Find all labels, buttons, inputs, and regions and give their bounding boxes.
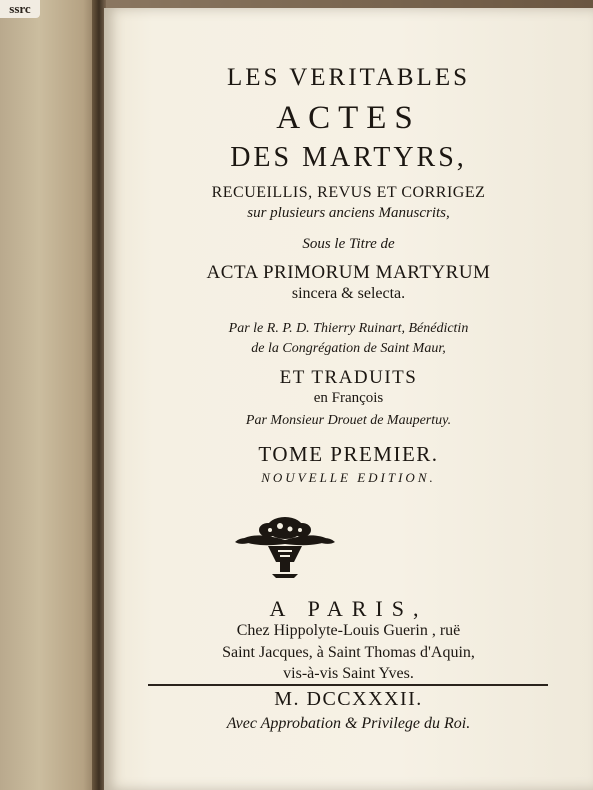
flower-basket-ornament-icon [230, 502, 340, 582]
author-line: Par le R. P. D. Thierry Ruinart, Bénédictin [228, 321, 469, 336]
title-line-3: DES MARTYRS, [230, 142, 467, 173]
latin-subtitle: sincera & selecta. [291, 285, 406, 302]
latin-title: ACTA PRIMORUM MARTYRUM [206, 262, 491, 283]
translator-line: Par Monsieur Drouet de Maupertuy. [245, 413, 452, 428]
address-line-2: vis-à-vis Saint Yves. [283, 665, 414, 682]
title-line-1: LES VERITABLES [226, 64, 470, 91]
title-line-2: ACTES [276, 100, 421, 136]
imprint-city: A PARIS, [269, 596, 428, 621]
subtitle-line-2: sur plusieurs anciens Manuscrits, [247, 205, 450, 221]
imprint-year: M. DCCXXXII. [274, 688, 423, 710]
en-francois-line: en François [313, 390, 384, 406]
left-page-label: ssrc [0, 0, 40, 18]
subtitle-line-1: RECUEILLIS, REVUS ET CORRIGEZ [211, 184, 486, 201]
left-page [0, 0, 98, 790]
congregation-line: de la Congrégation de Saint Maur, [251, 341, 446, 356]
title-page [104, 8, 593, 790]
publisher-line: Chez Hippolyte-Louis Guerin , ruë [236, 622, 461, 639]
address-line-1: Saint Jacques, à Saint Thomas d'Aquin, [222, 644, 475, 661]
divider-rule [148, 684, 548, 686]
edition-line: NOUVELLE EDITION. [261, 470, 436, 485]
privilege-line: Avec Approbation & Privilege du Roi. [226, 715, 471, 732]
sous-titre: Sous le Titre de [302, 236, 395, 252]
tome-line: TOME PREMIER. [258, 442, 439, 466]
traduits-line: ET TRADUITS [279, 367, 418, 388]
